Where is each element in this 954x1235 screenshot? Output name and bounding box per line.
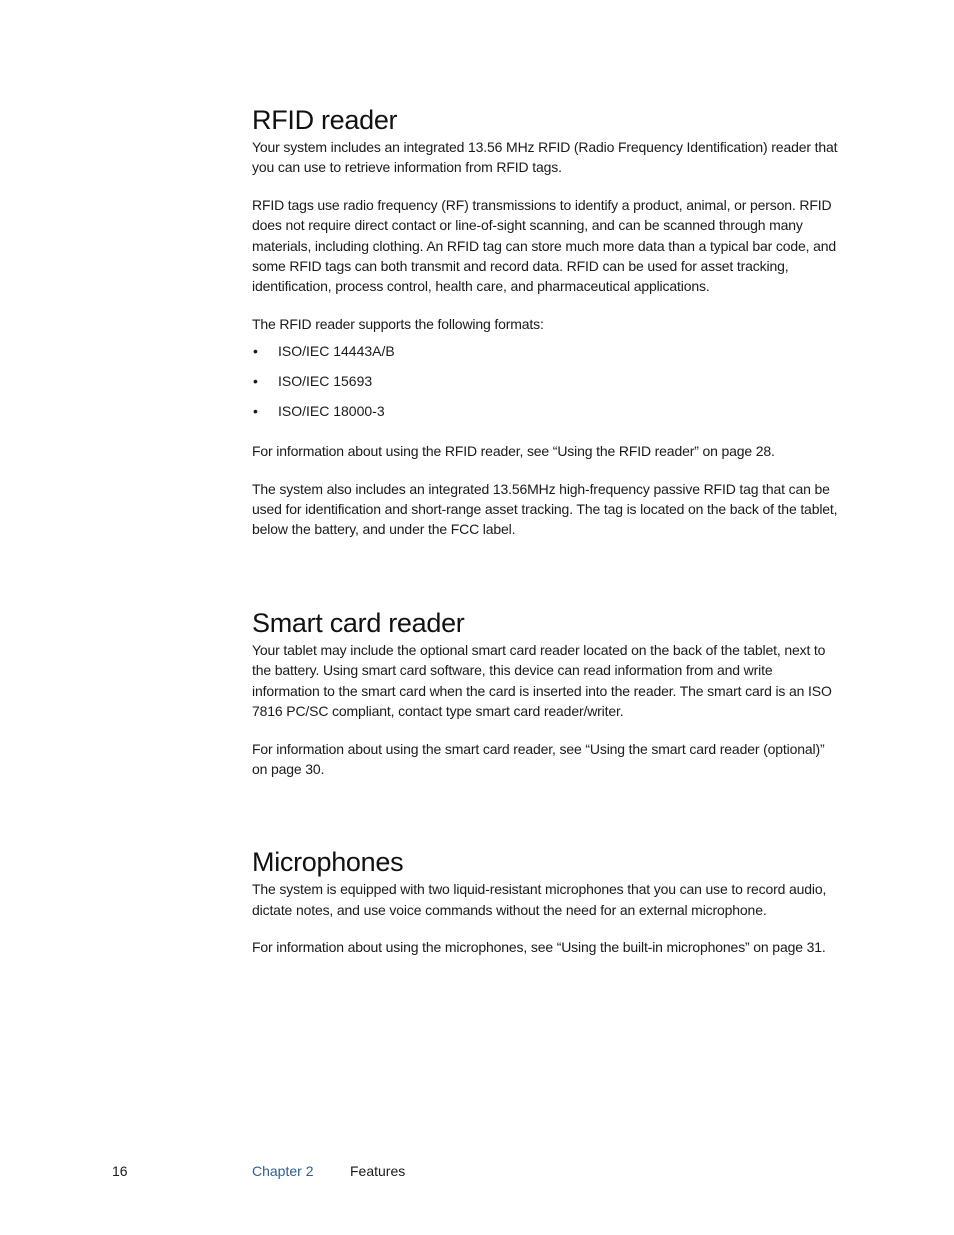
list-item <box>252 371 842 391</box>
page-number: 16 <box>112 1163 128 1179</box>
microphones-paragraph-2: For information about using the microphones, see “Using the built-in microphones” on page 31. <box>252 939 826 956</box>
smart-card-paragraph-2: For information about using the smart card reader, see “Using the smart card reader (optional)” on page 30. <box>252 740 825 777</box>
rfid-paragraph-1: Your system includes an integrated 13.56 MHz RFID (Radio Frequency Identification) reader that you can use to retrieve information from RFID tags. <box>252 139 838 176</box>
chapter-title: Features <box>350 1163 406 1179</box>
heading-microphones: Microphones <box>252 847 404 878</box>
heading-smart-card-reader: Smart card reader <box>252 607 465 638</box>
bullet-icon: • <box>253 403 258 420</box>
bullet-icon: • <box>253 343 258 360</box>
rfid-paragraph-4: For information about using the RFID reader, see “Using the RFID reader” on page 28. <box>252 443 775 460</box>
heading-rfid-reader: RFID reader <box>252 105 398 135</box>
bullet-icon: • <box>253 373 258 390</box>
chapter-link[interactable]: Chapter 2 <box>252 1163 314 1179</box>
rfid-formats-list <box>252 341 842 421</box>
list-item-text: ISO/IEC 14443A/B <box>278 343 395 360</box>
list-item-text: ISO/IEC 15693 <box>278 373 373 390</box>
rfid-paragraph-2: RFID tags use radio frequency (RF) transmissions to identify a product, animal, or person. RFID does not require direct contact or line-of-sight scanning, and can be scanned through many materials, including clothing. An RFID tag can store much more data than a typical bar code, and some RFID tags can both transmit and record data. RFID can be used for asset tracking, identification, process control, health care, and pharmaceutical applications. <box>252 196 837 295</box>
list-item <box>252 341 842 361</box>
page-content <box>252 103 842 975</box>
microphones-paragraph-1: The system is equipped with two liquid-resistant microphones that you can use to record audio, dictate notes, and use voice commands without the need for an external microphone. <box>252 881 827 918</box>
section-microphones <box>252 845 842 957</box>
section-smart-card-reader <box>252 606 842 779</box>
list-item <box>252 401 842 421</box>
section-rfid-reader <box>252 103 842 540</box>
rfid-paragraph-5: The system also includes an integrated 13.56MHz high-frequency passive RFID tag that can be used for identification and short-range asset tracking. The tag is located on the back of the tablet, below the battery, and under the FCC label. <box>252 480 838 538</box>
rfid-paragraph-3: The RFID reader supports the following formats: <box>252 315 544 332</box>
smart-card-paragraph-1: Your tablet may include the optional smart card reader located on the back of the tablet, next to the battery. Using smart card software, this device can read information from and write information to the smart card when the card is inserted into the reader. The smart card is an ISO 7816 PC/SC compliant, contact type smart card reader/writer. <box>252 641 832 720</box>
list-item-text: ISO/IEC 18000-3 <box>278 403 385 420</box>
